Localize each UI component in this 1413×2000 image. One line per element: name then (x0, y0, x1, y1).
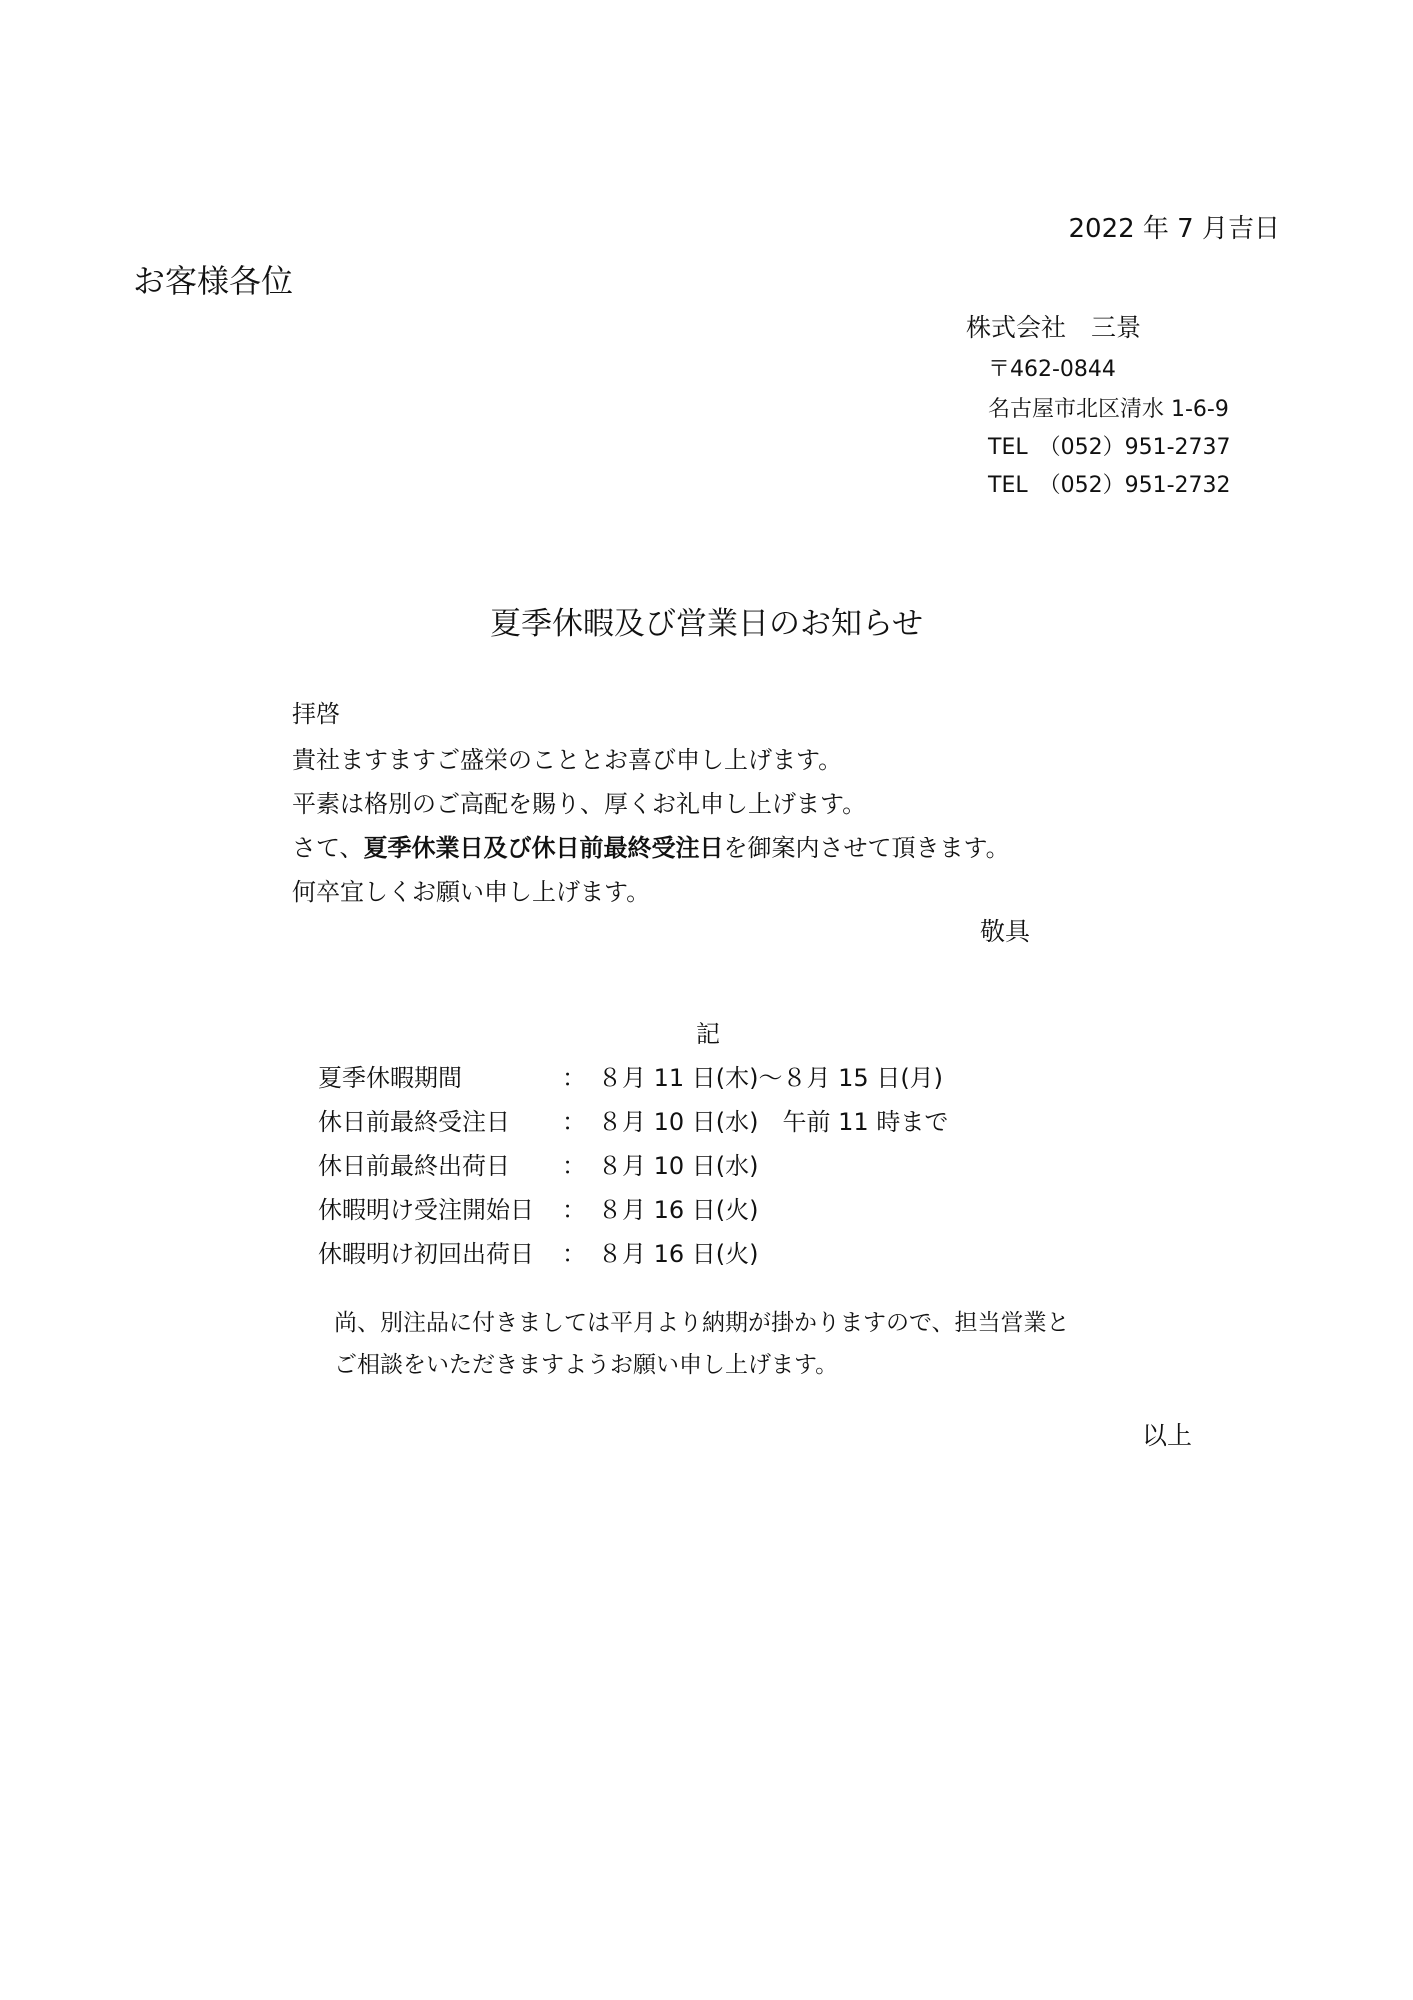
sender-address: 名古屋市北区清水 1-6-9 (988, 397, 1229, 422)
detail-separator: ： (562, 1152, 586, 1180)
detail-value: ８月 10 日(水) (598, 1152, 759, 1180)
detail-row (318, 1102, 948, 1137)
detail-separator: ： (562, 1196, 586, 1224)
detail-separator: ： (562, 1064, 586, 1092)
notice-title: 夏季休暇及び営業日のお知らせ (489, 606, 924, 642)
detail-row (318, 1058, 943, 1093)
detail-row (318, 1146, 759, 1181)
body-line-3-emphasis: 夏季休業日及び休日前最終受注日 (363, 834, 724, 862)
body-line-3 (292, 828, 1010, 863)
body-line-2: 平素は格別のご高配を賜り、厚くお礼申し上げます。 (292, 790, 867, 818)
detail-label: 休暇明け受注開始日 (318, 1196, 534, 1224)
detail-label: 休日前最終出荷日 (318, 1152, 510, 1180)
addressee: お客様各位 (133, 262, 294, 300)
details-heading: 記 (696, 1020, 720, 1048)
document-date: 2022 年 7 月吉日 (1068, 214, 1280, 244)
closing-word: 敬具 (980, 917, 1031, 946)
end-mark: 以上 (1142, 1421, 1193, 1450)
detail-value: ８月 11 日(木)～８月 15 日(月) (598, 1064, 944, 1092)
note-line-2: ご相談をいただきますようお願い申し上げます。 (334, 1352, 839, 1378)
sender-tel-1: TEL （052）951-2737 (988, 435, 1231, 460)
body-line-4: 何卒宜しくお願い申し上げます。 (292, 878, 651, 906)
body-line-1: 貴社ますますご盛栄のこととお喜び申し上げます。 (292, 746, 843, 774)
body-line-3-suffix: を御案内させて頂きます。 (723, 834, 1010, 862)
note-line-1: 尚、別注品に付きましては平月より納期が掛かりますので、担当営業と (334, 1310, 1070, 1336)
detail-row (318, 1190, 759, 1225)
detail-row (318, 1234, 759, 1269)
detail-value: ８月 16 日(火) (598, 1240, 759, 1268)
detail-label: 休日前最終受注日 (318, 1108, 510, 1136)
sender-company: 株式会社 三景 (966, 313, 1142, 342)
detail-value: ８月 10 日(水) 午前 11 時まで (598, 1108, 949, 1136)
detail-separator: ： (562, 1108, 586, 1136)
detail-separator: ： (562, 1240, 586, 1268)
detail-label: 休暇明け初回出荷日 (318, 1240, 534, 1268)
sender-postal-code: 〒462-0844 (988, 357, 1116, 382)
sender-tel-2: TEL （052）951-2732 (988, 473, 1231, 498)
greeting: 拝啓 (292, 700, 340, 728)
body-line-3-prefix: さて、 (292, 834, 364, 862)
detail-label: 夏季休暇期間 (318, 1064, 462, 1092)
detail-value: ８月 16 日(火) (598, 1196, 759, 1224)
